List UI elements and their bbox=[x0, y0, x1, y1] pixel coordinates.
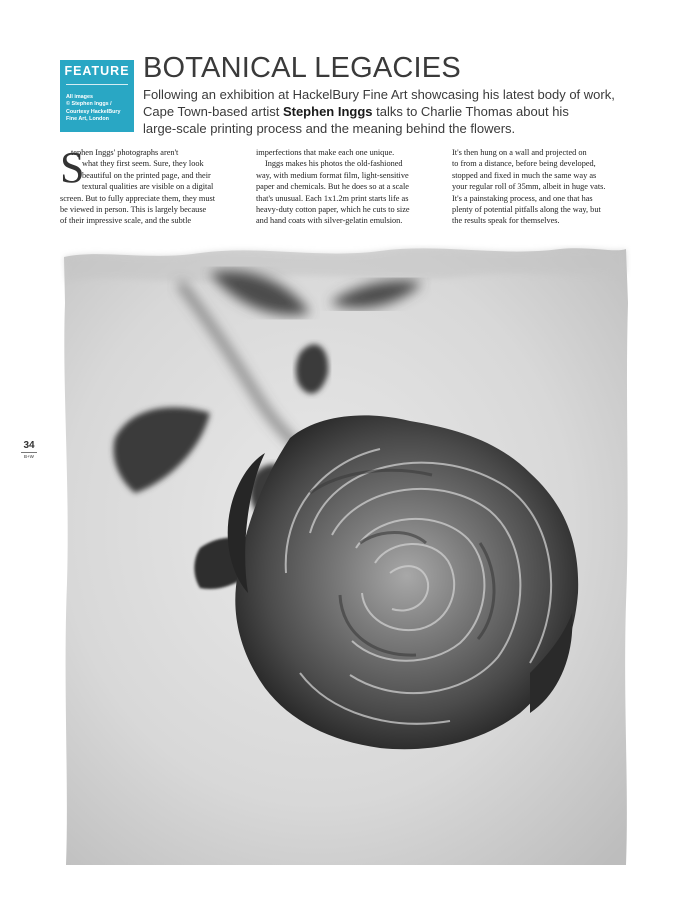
body-line: stopped and fixed in much the same way as bbox=[452, 170, 597, 180]
body-line: paper and chemicals. But he does so at a scale bbox=[256, 182, 409, 192]
credit-line: All images bbox=[66, 94, 93, 100]
body-line: be viewed in person. This is largely because bbox=[60, 205, 207, 215]
body-line: way, with medium format film, light-sensitive bbox=[256, 170, 409, 180]
page-number: 34 bbox=[23, 440, 35, 451]
body-line: tephen Inggs' photographs aren't bbox=[71, 148, 179, 157]
rose-photograph bbox=[60, 243, 631, 868]
body-line: plenty of potential pitfalls along the way, but bbox=[452, 205, 601, 215]
body-line: that's unusual. Each 1x1.2m print starts life as bbox=[256, 193, 409, 203]
standfirst-line bbox=[143, 103, 633, 120]
body-line: to from a distance, before being developed, bbox=[452, 159, 596, 169]
credit-line: Fine Art, London bbox=[66, 116, 109, 123]
standfirst-line: large-scale printing process and the meaning behind the flowers. bbox=[143, 121, 516, 136]
body-line: and hand coats with silver-gelatin emulsion. bbox=[256, 216, 403, 226]
body-line: It's then hung on a wall and projected on bbox=[452, 148, 587, 157]
body-line: It's a painstaking process, and one that has bbox=[452, 193, 593, 203]
body-line: screen. But to fully appreciate them, they must bbox=[60, 193, 216, 203]
standfirst-text: Cape Town-based artist bbox=[143, 104, 283, 119]
artist-name: Stephen Inggs bbox=[282, 104, 373, 119]
body-line: what they first seem. Sure, they look bbox=[82, 159, 204, 169]
magazine-name: B+W bbox=[24, 454, 34, 459]
feature-box bbox=[60, 60, 134, 132]
body-column-2 bbox=[256, 147, 439, 227]
page-folio bbox=[18, 440, 40, 459]
credit-line: © Stephen Inggs / bbox=[66, 101, 112, 108]
body-line: textural qualities are visible on a digital bbox=[82, 182, 214, 192]
body-line: imperfections that make each one unique. bbox=[256, 148, 395, 157]
body-line: the results speak for themselves. bbox=[452, 216, 560, 226]
body-line: your regular roll of 35mm, albeit in huge vats. bbox=[452, 182, 606, 192]
standfirst-line: Following an exhibition at HackelBury Fine Art showcasing his latest body of work, bbox=[143, 87, 615, 102]
body-column-1 bbox=[60, 143, 243, 227]
credit-line: Courtesy HackelBury bbox=[66, 108, 121, 115]
body-column-3 bbox=[452, 147, 635, 227]
body-line: heavy-duty cotton paper, which he cuts to size bbox=[256, 205, 410, 215]
feature-divider bbox=[66, 84, 128, 85]
image-credit bbox=[66, 94, 130, 124]
rose-photograph-svg bbox=[60, 243, 631, 868]
body-line: of their impressive scale, and the subtle bbox=[60, 216, 192, 226]
folio-divider bbox=[21, 452, 37, 453]
standfirst bbox=[143, 86, 633, 137]
feature-label: FEATURE bbox=[64, 64, 130, 78]
drop-cap: S bbox=[60, 143, 85, 192]
page-title: BOTANICAL LEGACIES bbox=[143, 52, 461, 84]
standfirst-text: talks to Charlie Thomas about his bbox=[372, 104, 569, 119]
body-line: beautiful on the printed page, and their bbox=[82, 170, 211, 180]
body-line: Inggs makes his photos the old-fashioned bbox=[265, 159, 403, 169]
